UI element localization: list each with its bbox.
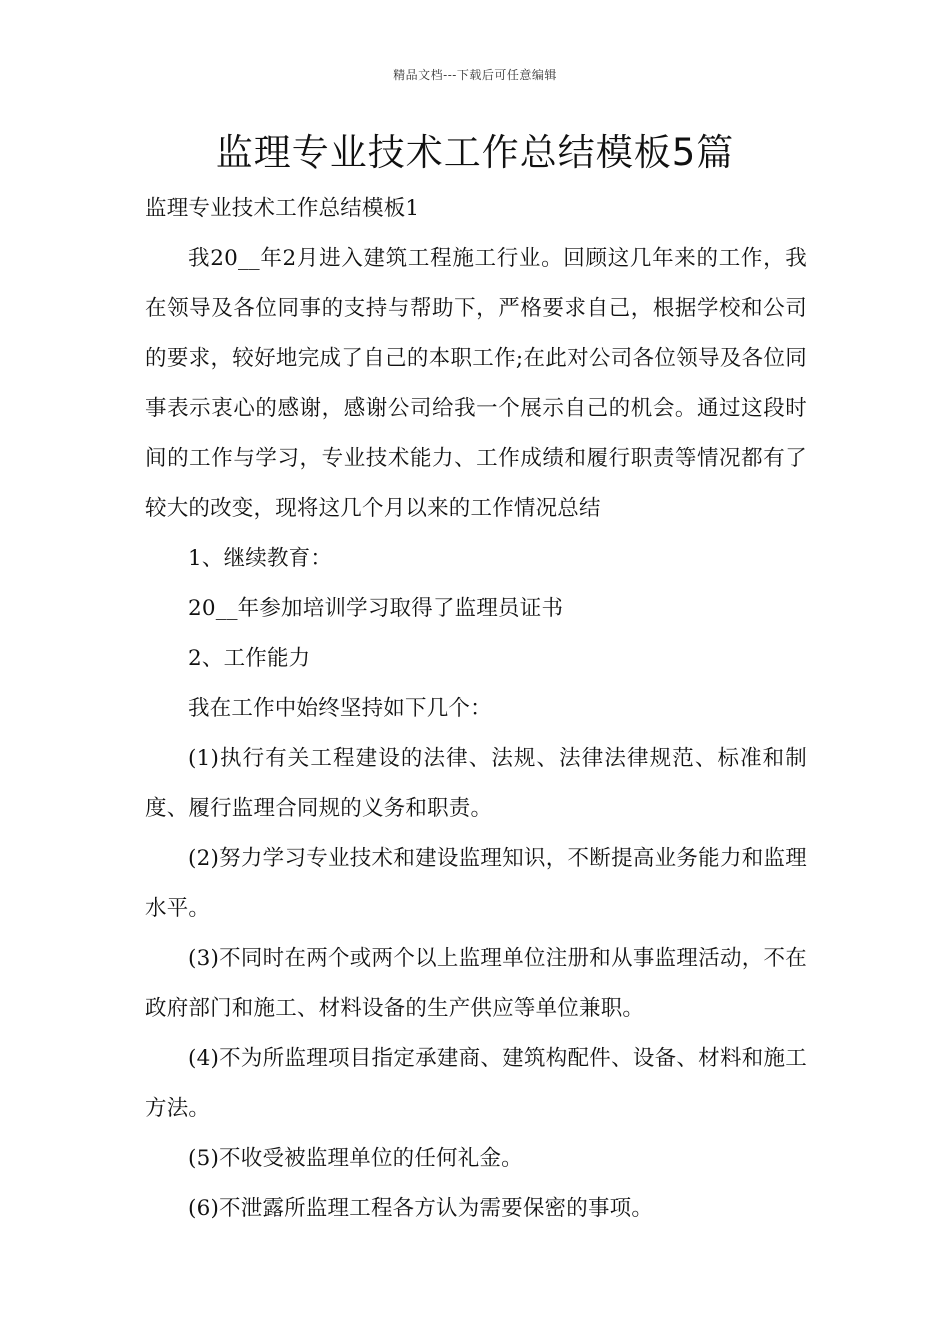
paragraph: 我20__年2月进入建筑工程施工行业。回顾这几年来的工作，我在领导及各位同事的支持与帮助下，严格要求自己，根据学校和公司的要求，较好地完成了自己的本职工作;在此对公司各位领导及各位同事表示衷心的感谢，感谢公司给我一个展示自己的机会。通过这段时间的工作与学习，专业技术能力、工作成绩和履行职责等情况都有了较大的改变，现将这几个月以来的工作情况总结 <box>145 246 807 521</box>
paragraph: (5)不收受被监理单位的任何礼金。 <box>188 1146 523 1171</box>
paragraph: 20__年参加培训学习取得了监理员证书 <box>188 596 564 621</box>
paragraph: (3)不同时在两个或两个以上监理单位注册和从事监理活动，不在政府部门和施工、材料设备的生产供应等单位兼职。 <box>145 946 807 1021</box>
paragraph: (4)不为所监理项目指定承建商、建筑构配件、设备、材料和施工方法。 <box>145 1046 807 1121</box>
document-title: 监理专业技术工作总结模板5篇 <box>215 131 735 174</box>
paragraph: (6)不泄露所监理工程各方认为需要保密的事项。 <box>188 1196 654 1221</box>
section-heading: 监理专业技术工作总结模板1 <box>145 196 420 221</box>
paragraph: (1)执行有关工程建设的法律、法规、法律法律规范、标准和制度、履行监理合同规的义务和职责。 <box>145 746 807 821</box>
page-header: 精品文档---下载后可任意编辑 <box>393 68 557 82</box>
paragraph: 2、工作能力 <box>188 646 311 671</box>
paragraph: 我在工作中始终坚持如下几个： <box>188 696 492 721</box>
paragraph: 1、继续教育： <box>188 546 333 571</box>
paragraph: (2)努力学习专业技术和建设监理知识，不断提高业务能力和监理水平。 <box>145 846 807 921</box>
document-body <box>145 184 807 1234</box>
